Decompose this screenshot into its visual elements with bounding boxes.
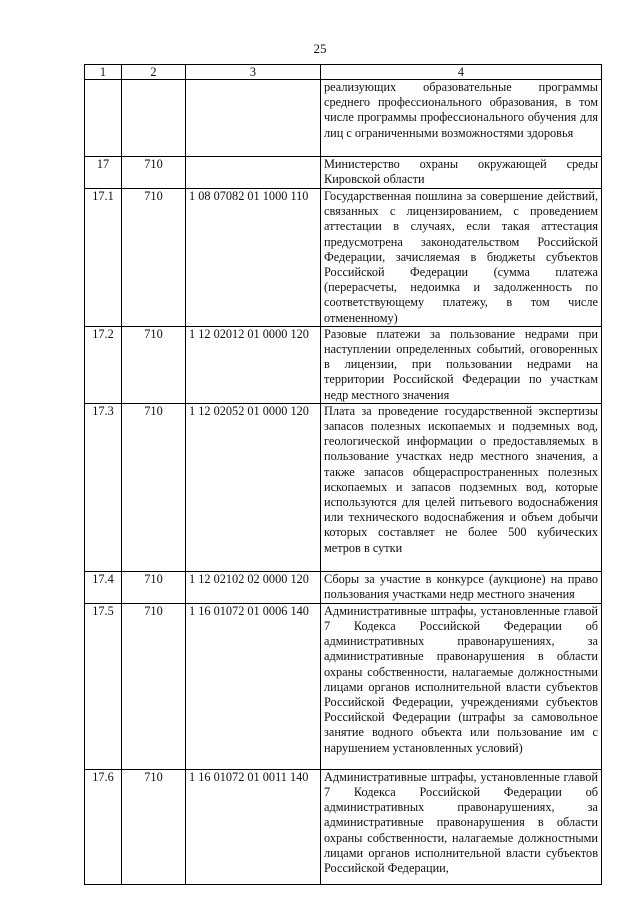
row-admin-code: 710 xyxy=(122,326,186,403)
row-description: Административные штрафы, установленные главой 7 Кодекса Российской Федерации об административных правонарушениях, за административные правонарушения в области охраны собственности, налагаемые должностными лицами органов исполнительной власти субъектов Российской Федерации, xyxy=(321,769,602,884)
row-admin-code: 710 xyxy=(122,157,186,189)
row-description: Государственная пошлина за совершение действий, связанных с лицензированием, с проведением аттестации в случаях, если такая аттестация предусмотрена законодательством Российской Федерации, зачисляемая в бюджеты субъектов Российской Федерации (сумма платежа (перерасчеты, недоимка и задолженность по соответствующему платежу, в том числе отмененному) xyxy=(321,189,602,327)
row-kbk-code xyxy=(186,157,321,189)
table-row-continuation xyxy=(85,80,602,157)
table-row xyxy=(85,189,602,327)
header-col-1: 1 xyxy=(85,65,122,80)
row-number: 17.6 xyxy=(85,769,122,884)
row-number: 17.2 xyxy=(85,326,122,403)
row-description: Сборы за участие в конкурсе (аукционе) на право пользования участками недр местного значения xyxy=(321,571,602,603)
row-kbk-code: 1 12 02102 02 0000 120 xyxy=(186,571,321,603)
table-header-row xyxy=(85,65,602,80)
row-admin-code xyxy=(122,80,186,157)
row-description: Министерство охраны окружающей среды Кировской области xyxy=(321,157,602,189)
row-admin-code: 710 xyxy=(122,403,186,571)
row-kbk-code: 1 08 07082 01 1000 110 xyxy=(186,189,321,327)
row-admin-code: 710 xyxy=(122,603,186,769)
row-kbk-code: 1 16 01072 01 0011 140 xyxy=(186,769,321,884)
header-col-2: 2 xyxy=(122,65,186,80)
row-description: Разовые платежи за пользование недрами при наступлении определенных событий, оговоренных в лицензии, при пользовании недрами на территории Российской Федерации по участкам недр местного значения xyxy=(321,326,602,403)
row-description: реализующих образовательные программы среднего профессионального образования, в том числе программы профессионального обучения для лиц с ограниченными возможностями здоровья xyxy=(321,80,602,157)
row-number: 17.5 xyxy=(85,603,122,769)
row-kbk-code: 1 12 02052 01 0000 120 xyxy=(186,403,321,571)
table-row xyxy=(85,769,602,884)
row-description: Административные штрафы, установленные главой 7 Кодекса Российской Федерации об административных правонарушениях, за административные правонарушения в области охраны собственности, налагаемые должностными лицами органов исполнительной власти субъектов Российской Федерации, учреждениями субъектов Российской Федерации (штрафы за самовольное занятие водного объекта или пользование им с нарушением установленных условий) xyxy=(321,603,602,769)
row-kbk-code: 1 16 01072 01 0006 140 xyxy=(186,603,321,769)
row-kbk-code: 1 12 02012 01 0000 120 xyxy=(186,326,321,403)
table-row xyxy=(85,603,602,769)
table-row xyxy=(85,326,602,403)
budget-revenue-table xyxy=(84,64,602,885)
table-row xyxy=(85,571,602,603)
row-number: 17.4 xyxy=(85,571,122,603)
table-row xyxy=(85,403,602,571)
row-number: 17.1 xyxy=(85,189,122,327)
page-number: 25 xyxy=(313,41,327,56)
row-description: Плата за проведение государственной экспертизы запасов полезных ископаемых и подземных вод, геологической информации о предоставляемых в пользование участках недр местного значения, а также запасов общераспространенных полезных ископаемых и запасов подземных вод, которые используются для целей питьевого водоснабжения или технического водоснабжения и объем добычи которых составляет не более 500 кубических метров в сутки xyxy=(321,403,602,571)
header-col-3: 3 xyxy=(186,65,321,80)
row-admin-code: 710 xyxy=(122,571,186,603)
row-admin-code: 710 xyxy=(122,769,186,884)
header-col-4: 4 xyxy=(321,65,602,80)
row-kbk-code xyxy=(186,80,321,157)
row-admin-code: 710 xyxy=(122,189,186,327)
table-row xyxy=(85,157,602,189)
row-number: 17.3 xyxy=(85,403,122,571)
row-number xyxy=(85,80,122,157)
row-number: 17 xyxy=(85,157,122,189)
